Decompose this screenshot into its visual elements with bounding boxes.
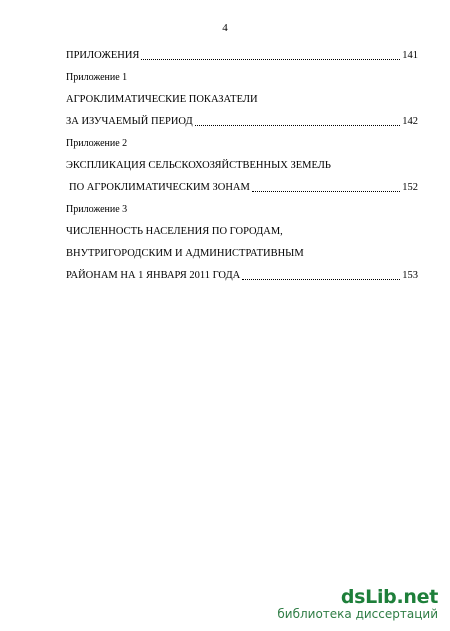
toc-title-appendix-1 [66,89,418,111]
toc-title-text: ЧИСЛЕННОСТЬ НАСЕЛЕНИЯ ПО ГОРОДАМ, [66,226,283,237]
dot-leader [141,59,400,60]
toc-label-appendix-1 [66,67,418,89]
toc-title-appendix-3-line-2 [66,243,418,265]
logo-ds: ds [340,586,366,608]
dot-leader [195,125,401,126]
toc-label-text: Приложение 3 [66,204,128,215]
toc-page-number: 153 [402,270,418,281]
toc-entry-text: ПО АГРОКЛИМАТИЧЕСКИМ ЗОНАМ [69,182,250,193]
toc-label-appendix-2 [66,133,418,155]
toc-page-number: 141 [402,50,418,61]
toc-entry-appendix-2[interactable] [66,177,418,199]
toc-label-text: Приложение 1 [66,72,128,83]
dslib-logo [277,587,438,607]
toc-entry-appendix-3[interactable] [66,265,418,287]
toc-label-appendix-3 [66,199,418,221]
toc-title-text: АГРОКЛИМАТИЧЕСКИЕ ПОКАЗАТЕЛИ [66,94,258,105]
toc-entry-text: ПРИЛОЖЕНИЯ [66,50,140,61]
toc-entry-appendices[interactable] [66,45,418,67]
dot-leader [242,279,400,280]
page-number: 4 [222,22,228,34]
toc-label-text: Приложение 2 [66,138,128,149]
toc-page-number: 152 [402,182,418,193]
toc-entry-text: ЗА ИЗУЧАЕМЫЙ ПЕРИОД [66,116,193,127]
toc-title-appendix-3-line-1 [66,221,418,243]
toc-title-appendix-2 [66,155,418,177]
table-of-contents [66,45,418,287]
watermark-subtitle: библиотека диссертаций [277,607,438,621]
logo-lib: Lib [365,586,397,608]
toc-entry-text: РАЙОНАМ НА 1 ЯНВАРЯ 2011 ГОДА [66,270,241,281]
dslib-watermark[interactable] [277,587,438,621]
dot-leader [252,191,400,192]
logo-net: .net [396,586,438,608]
toc-page-number: 142 [402,116,418,127]
toc-title-text: ЭКСПЛИКАЦИЯ СЕЛЬСКОХОЗЯЙСТВЕННЫХ ЗЕМЕЛЬ [66,160,331,171]
toc-entry-appendix-1[interactable] [66,111,418,133]
toc-title-text: ВНУТРИГОРОДСКИМ И АДМИНИСТРАТИВНЫМ [66,248,304,259]
